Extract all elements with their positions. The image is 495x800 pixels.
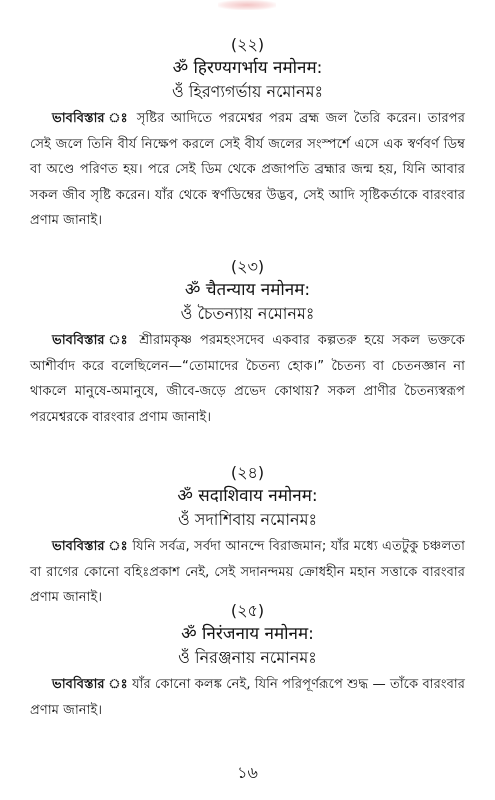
mantra-bengali: ওঁ নিরঞ্জনায় নমোনমঃ — [178, 648, 317, 667]
section-22 — [0, 34, 495, 234]
top-ink-mark — [218, 0, 276, 10]
explanation-paragraph — [30, 328, 465, 430]
section-number: (২৪) — [230, 463, 265, 482]
mantra-sanskrit: ॐ निरंजनाय नमोनम: — [181, 624, 314, 644]
section-25 — [0, 600, 495, 723]
explanation-label: ভাববিস্তার ঃ — [52, 677, 128, 692]
explanation-label: ভাববিস্তার ঃ — [52, 333, 132, 348]
section-number: (২৩) — [230, 257, 265, 276]
mantra-sanskrit: ॐ सदाशिवाय नमोनम: — [177, 486, 318, 506]
page-number: ১৬ — [237, 763, 258, 782]
mantra-sanskrit: ॐ चैतन्याय नमोनम: — [184, 280, 311, 300]
section-24 — [0, 462, 495, 611]
explanation-text: যাঁর কোনো কলঙ্ক নেই, যিনি পরিপূর্ণরূপে শুদ্ধ — তাঁকে বারংবার প্রণাম জানাই। — [30, 677, 465, 718]
section-number: (২২) — [230, 35, 265, 54]
mantra-bengali: ওঁ হিরণ্যগর্ভায় নমোনমঃ — [172, 82, 323, 101]
mantra-sanskrit: ॐ हिरण्यगर्भाय नमोनम: — [172, 58, 323, 78]
explanation-paragraph — [30, 672, 465, 723]
explanation-text: যিনি সর্বত্র, সর্বদা আনন্দে বিরাজমান; যাঁর মধ্যে এতটুকু চঞ্চলতা বা রাগের কোনো বহিঃপ্রকাশ নেই, সেই সদানন্দময় ক্রোধহীন মহান সত্তাকে বারংবার প্রণাম জানাই। — [30, 539, 465, 605]
explanation-text: শ্রীরামকৃষ্ণ পরমহংসদেব একবার কল্পতরু হয়ে সকল ভক্তকে আশীর্বাদ করে বলেছিলেন—“তোমাদের চৈতন্য হোক।” চৈতন্য বা চেতনজ্ঞান না থাকলে মানুষে-অমানুষে, জীবে-জড়ে প্রভেদ কোথায়? সকল প্রাণীর চৈতন্যস্বরূপ পরমেশ্বরকে বারংবার প্রণাম জানাই। — [30, 333, 465, 425]
explanation-label: ভাববিস্তার ঃ — [52, 539, 128, 554]
explanation-paragraph — [30, 106, 465, 234]
mantra-bengali: ওঁ চৈতন্যায় নমোনমঃ — [180, 304, 315, 323]
explanation-label: ভাববিস্তার ঃ — [52, 111, 131, 126]
section-23 — [0, 256, 495, 430]
section-number: (২৫) — [230, 601, 265, 620]
explanation-text: সৃষ্টির আদিতে পরমেশ্বর পরম ব্রহ্ম জল তৈরি করেন। তারপর সেই জলে তিনি বীর্য নিক্ষেপ করলে সেই বীর্য জলের সংস্পর্শে এসে এক স্বর্ণবর্ণ ডিম্ব বা অণ্ডে পরিণত হয়। পরে সেই ডিম থেকে প্রজাপতি ব্রহ্মার জন্ম হয়, যিনি আবার সকল জীব সৃষ্টি করেন। যাঁর থেকে স্বর্ণডিম্বের উদ্ভব, সেই আদি সৃষ্টিকর্তাকে বারংবার প্রণাম জানাই। — [30, 111, 465, 228]
mantra-bengali: ওঁ সদাশিবায় নমোনমঃ — [177, 510, 318, 529]
